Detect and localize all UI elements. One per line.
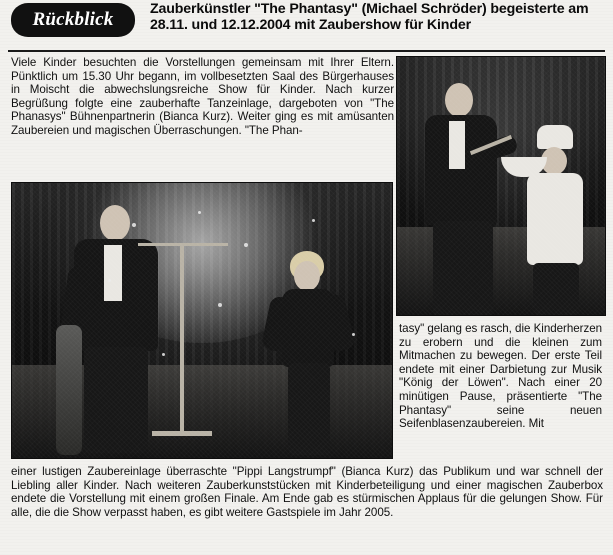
body-text-left: [11, 56, 394, 138]
article-header: [0, 0, 613, 48]
photo-grain: [12, 183, 392, 458]
body-text-bottom: [11, 465, 603, 519]
body-paragraph-right: tasy" gelang es rasch, die Kinderherzen zu erobern und die kleinen zum Mitmachen zu bewegen. Der erste Teil endete mit einer Darbietung zur Musik "König der Löwen". Nach einer 20 minütigen Pause, präsentierte "The Phantasy" seine neuen Seifenblasenzaubereien. Mit: [399, 322, 602, 431]
photo-grain: [397, 57, 605, 315]
page-title: Zauberkünstler "The Phantasy" (Michael Schröder) begeisterte am 28.11. und 12.12.2004 mit Zaubershow für Kinder: [150, 1, 589, 33]
body-paragraph-left: Viele Kinder besuchten die Vorstellungen gemeinsam mit Ihrer Eltern. Pünktlich um 15.30 Uhr begann, im vollbesetzten Saal des Bürgerhauses in Moischt die abwechslungsreiche Show für Kinder. Nach kurzer Begrüßung folgte eine zauberhafte Tanzeinlage, dargeboten von "The Phanasys" Bühnenpartnerin (Bianca Kurz). Weiter ging es mit amüsanten Zaubereien und magischen Überraschungen. "The Phan-: [11, 56, 394, 137]
header-divider: [8, 50, 605, 52]
photo-stage-performance: [11, 182, 393, 459]
body-paragraph-bottom: einer lustigen Zaubereinlage überraschte "Pippi Langstrumpf" (Bianca Kurz) das Publikum und war schnell der Liebling aller Kinder. Nach weiteren Zauberkunststücken mit Kinderbeteiligung und einer magischen Zauberbox endete die Vorstellung mit einem großen Finale. Am Ende gab es stürmischen Applaus für die gelungen Show. Für alle, die die Show verpasst haben, es gibt weitere Gastspiele im Jahr 2005.: [11, 465, 603, 519]
body-text-right: [399, 322, 602, 431]
rubric-badge: Rückblick: [12, 4, 134, 36]
photo-magician-with-child-assistant: [396, 56, 606, 316]
